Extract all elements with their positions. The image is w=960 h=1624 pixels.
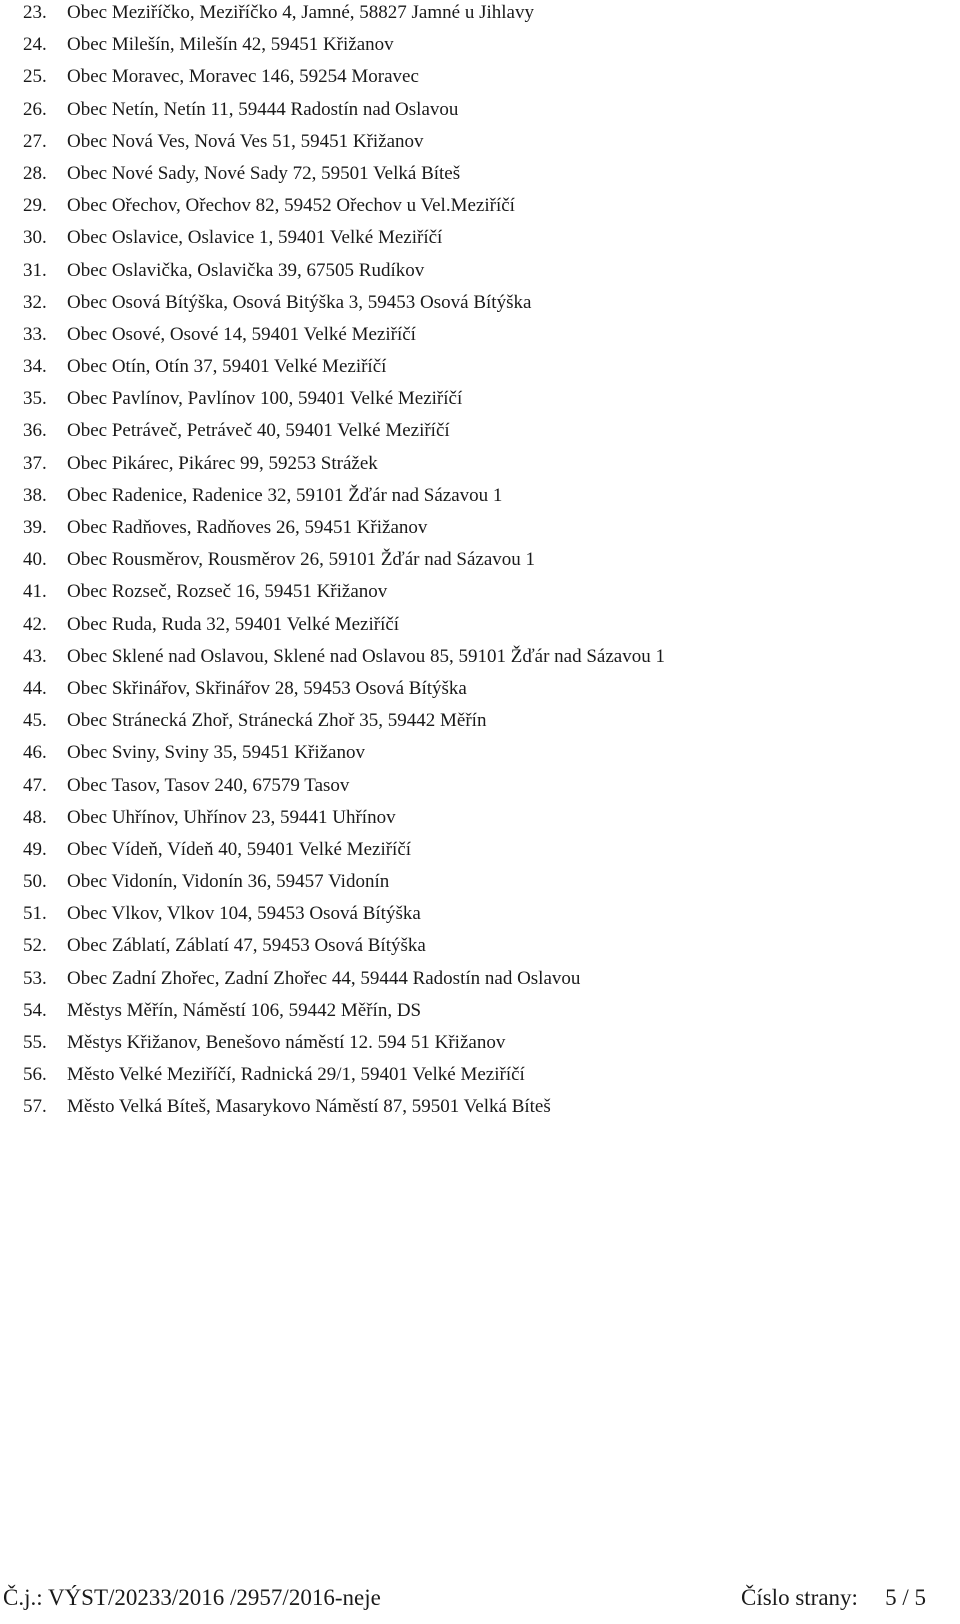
item-text: Město Velká Bíteš, Masarykovo Náměstí 87, 59501 Velká Bíteš <box>67 1096 551 1118</box>
item-number: 32. <box>23 291 47 313</box>
item-text: Obec Radňoves, Radňoves 26, 59451 Křižanov <box>67 517 428 538</box>
item-number: 38. <box>23 484 47 506</box>
page-number-label: Číslo strany: <box>741 1585 858 1610</box>
item-text: Obec Nová Ves, Nová Ves 51, 59451 Křižanov <box>67 130 424 152</box>
item-text: Obec Radenice, Radenice 32, 59101 Žďár nad Sázavou 1 <box>67 484 503 506</box>
item-text: Obec Skřinářov, Skřinářov 28, 59453 Osová Bítýška <box>67 677 467 699</box>
page-number: 5 / 5 <box>885 1585 926 1610</box>
item-number: 56. <box>23 1064 47 1086</box>
item-text: Obec Pavlínov, Pavlínov 100, 59401 Velké Meziříčí <box>67 388 463 410</box>
item-number: 49. <box>23 838 47 860</box>
item-number: 52. <box>23 935 47 957</box>
item-number: 26. <box>23 98 47 120</box>
item-text: Obec Vídeň, Vídeň 40, 59401 Velké Meziříčí <box>67 838 412 860</box>
item-text: Obec Stránecká Zhoř, Stránecká Zhoř 35, 59442 Měřín <box>67 710 487 732</box>
item-number: 37. <box>23 452 47 474</box>
item-text: Městys Křižanov, Benešovo náměstí 12. 594 51 Křižanov <box>67 1032 506 1053</box>
page-footer <box>0 1583 960 1613</box>
item-number: 30. <box>23 227 47 249</box>
item-text: Obec Tasov, Tasov 240, 67579 Tasov <box>67 774 350 796</box>
reference-number: Č.j.: VÝST/20233/2016 /2957/2016-neje <box>3 1585 381 1610</box>
item-number: 35. <box>23 388 47 410</box>
item-number: 23. <box>23 2 47 23</box>
item-text: Obec Rousměrov, Rousměrov 26, 59101 Žďár nad Sázavou 1 <box>67 549 536 571</box>
item-text: Obec Záblatí, Záblatí 47, 59453 Osová Bítýška <box>67 935 426 957</box>
item-number: 46. <box>23 742 47 764</box>
item-text: Obec Sviny, Sviny 35, 59451 Křižanov <box>67 742 365 764</box>
item-text: Obec Nové Sady, Nové Sady 72, 59501 Velká Bíteš <box>67 162 461 184</box>
item-text: Obec Osová Bítýška, Osová Bitýška 3, 59453 Osová Bítýška <box>67 291 532 313</box>
item-text: Obec Oslavice, Oslavice 1, 59401 Velké Meziříčí <box>67 227 443 249</box>
item-number: 34. <box>23 356 47 378</box>
item-text: Obec Moravec, Moravec 146, 59254 Moravec <box>67 66 419 88</box>
item-number: 41. <box>23 581 47 603</box>
item-text: Město Velké Meziříčí, Radnická 29/1, 59401 Velké Meziříčí <box>67 1064 525 1086</box>
item-number: 39. <box>23 517 47 538</box>
item-text: Obec Pikárec, Pikárec 99, 59253 Strážek <box>67 452 378 474</box>
item-number: 55. <box>23 1032 47 1053</box>
item-text: Obec Osové, Osové 14, 59401 Velké Meziříčí <box>67 323 416 345</box>
item-number: 40. <box>23 549 47 571</box>
item-number: 29. <box>23 195 47 217</box>
item-text: Obec Sklené nad Oslavou, Sklené nad Oslavou 85, 59101 Žďár nad Sázavou 1 <box>67 645 665 667</box>
item-number: 44. <box>23 677 47 699</box>
item-number: 57. <box>23 1096 47 1118</box>
item-number: 54. <box>23 999 47 1021</box>
item-number: 31. <box>23 259 47 281</box>
item-text: Obec Milešín, Milešín 42, 59451 Křižanov <box>67 34 394 56</box>
item-text: Obec Oslavička, Oslavička 39, 67505 Rudíkov <box>67 259 425 281</box>
item-number: 25. <box>23 66 47 88</box>
item-number: 27. <box>23 130 47 152</box>
item-number: 53. <box>23 967 47 989</box>
item-text: Obec Vlkov, Vlkov 104, 59453 Osová Bítýška <box>67 903 421 925</box>
item-number: 42. <box>23 613 47 635</box>
item-text: Obec Otín, Otín 37, 59401 Velké Meziříčí <box>67 356 387 378</box>
item-number: 36. <box>23 420 47 442</box>
item-number: 45. <box>23 710 47 732</box>
item-number: 48. <box>23 806 47 828</box>
item-text: Obec Ruda, Ruda 32, 59401 Velké Meziříčí <box>67 613 400 635</box>
item-number: 28. <box>23 162 47 184</box>
item-text: Obec Meziříčko, Meziříčko 4, Jamné, 58827 Jamné u Jihlavy <box>67 2 534 23</box>
item-text: Obec Vidonín, Vidonín 36, 59457 Vidonín <box>67 871 390 893</box>
item-text: Obec Rozseč, Rozseč 16, 59451 Křižanov <box>67 581 388 603</box>
item-text: Obec Zadní Zhořec, Zadní Zhořec 44, 59444 Radostín nad Oslavou <box>67 967 581 989</box>
item-text: Obec Uhřínov, Uhřínov 23, 59441 Uhřínov <box>67 806 396 828</box>
item-text: Obec Netín, Netín 11, 59444 Radostín nad Oslavou <box>67 98 459 120</box>
item-number: 43. <box>23 645 47 667</box>
item-number: 51. <box>23 903 47 925</box>
item-number: 33. <box>23 323 47 345</box>
item-number: 24. <box>23 34 47 56</box>
item-number: 47. <box>23 774 47 796</box>
item-number: 50. <box>23 871 47 893</box>
item-text: Obec Ořechov, Ořechov 82, 59452 Ořechov u Vel.Meziříčí <box>67 195 515 217</box>
item-text: Městys Měřín, Náměstí 106, 59442 Měřín, DS <box>67 999 422 1021</box>
item-text: Obec Petráveč, Petráveč 40, 59401 Velké Meziříčí <box>67 420 450 442</box>
